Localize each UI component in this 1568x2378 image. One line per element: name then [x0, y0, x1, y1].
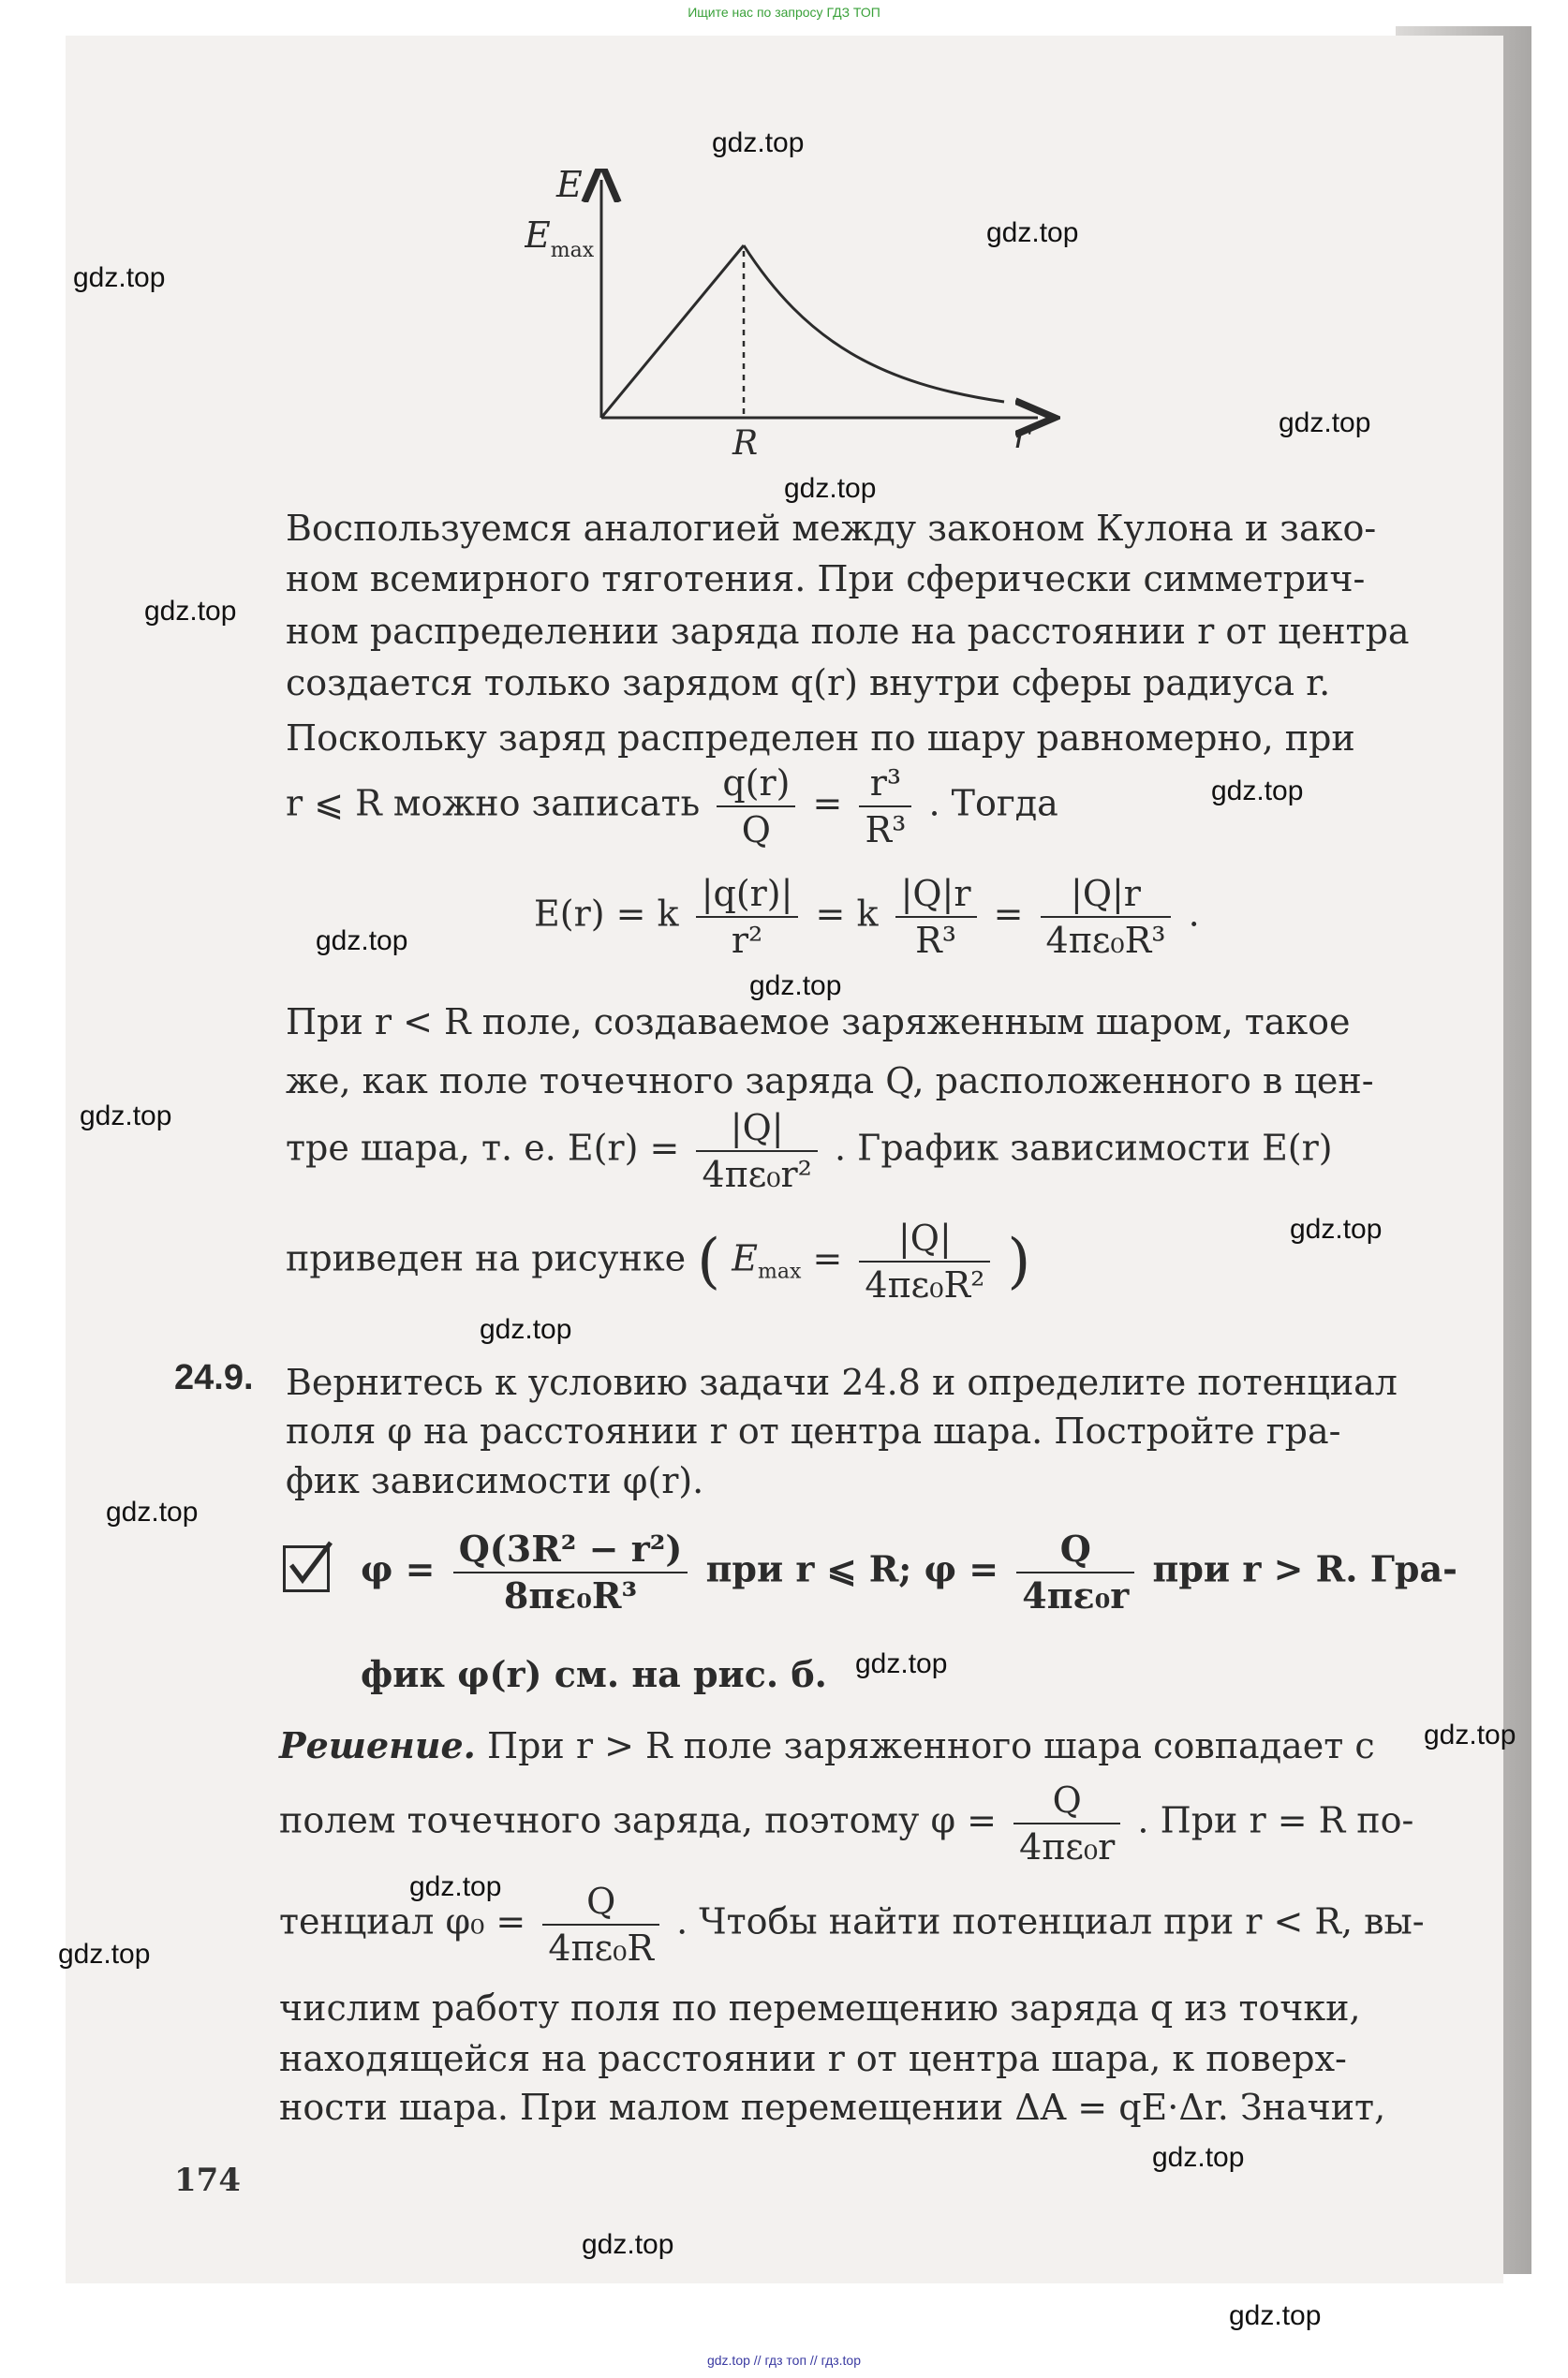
watermark: gdz.top — [855, 1648, 948, 1679]
solution-line: числим работу поля по перемещению заряда q из точки, — [279, 1987, 1361, 2029]
watermark: gdz.top — [73, 262, 166, 293]
e-max-label: $E_{max}$ — [525, 214, 595, 262]
linear-rise — [601, 245, 744, 418]
solution-line: находящейся на расстоянии r от центра шара, к поверх- — [279, 2038, 1347, 2079]
watermark: gdz.top — [1279, 407, 1371, 438]
emax-line: приведен на рисунке ( $E_{max}$ = $\frac{|Q|}{\text{4πε₀R²}}$ ) — [286, 1218, 1031, 1306]
watermark: gdz.top — [80, 1100, 172, 1131]
watermark: gdz.top — [1290, 1214, 1383, 1245]
paragraph-line: Поскольку заряд распределен по шару равномерно, при — [286, 717, 1355, 759]
watermark: gdz.top — [106, 1497, 199, 1528]
watermark: gdz.top — [144, 596, 237, 627]
paragraph-line: ном распределении заряда поле на расстоянии r от центра — [286, 611, 1410, 652]
condition-line: r ⩽ R можно записать $\frac{q(r)}{Q}$ = $\frac{\text{r³}}{\text{R³}}$ . Тогда — [286, 762, 1058, 850]
paragraph-line: При r < R поле, создаваемое заряженным шаром, такое — [286, 1001, 1351, 1042]
paragraph-line: же, как поле точечного заряда Q, расположенного в цен- — [286, 1060, 1374, 1101]
bottom-banner: gdz.top // гдз топ // гдз.top — [706, 2353, 862, 2368]
solution-line: полем точечного заряда, поэтому φ = $\frac{Q}{\text{4πε₀r}}$ . При r = R по- — [279, 1780, 1414, 1868]
watermark: gdz.top — [712, 127, 805, 158]
watermark: gdz.top — [1211, 775, 1304, 806]
watermark: gdz.top — [986, 217, 1079, 248]
answer-line: фик φ(r) см. на рис. б. — [361, 1653, 827, 1695]
top-banner: Ищите нас по запросу ГДЗ ТОП — [688, 5, 880, 20]
answer-check-icon — [283, 1545, 330, 1592]
watermark: gdz.top — [582, 2229, 674, 2260]
solution-line: ности шара. При малом перемещении ΔA = qE·Δr. Значит, — [279, 2087, 1386, 2128]
decay-curve — [744, 245, 1004, 402]
page-number: 174 — [174, 2162, 241, 2199]
watermark: gdz.top — [409, 1871, 502, 1902]
answer-formula: φ = $\frac{\text{Q(3R² − r²)}}{\text{8πε₀R³}}$ при r ⩽ R; φ = $\frac{Q}{\text{4πε₀r}}$ при r > R. Гра- — [361, 1528, 1457, 1617]
field-graph — [525, 169, 1068, 478]
solution-line: тенциал φ₀ = $\frac{Q}{\text{4πε₀R}}$ . Чтобы найти потенциал при r < R, вы- — [279, 1881, 1425, 1969]
watermark: gdz.top — [784, 473, 877, 504]
problem-number: 24.9. — [174, 1358, 254, 1397]
watermark: gdz.top — [1424, 1720, 1516, 1750]
watermark: gdz.top — [1152, 2142, 1245, 2173]
watermark: gdz.top — [749, 970, 842, 1001]
paragraph-line: Воспользуемся аналогией между законом Кулона и зако- — [286, 508, 1377, 549]
watermark: gdz.top — [58, 1939, 151, 1970]
watermark: gdz.top — [1229, 2300, 1322, 2331]
paragraph-line: ном всемирного тяготения. При сферически симметрич- — [286, 558, 1366, 599]
solution-label: Решение. — [279, 1724, 476, 1766]
point-charge-line: тре шара, т. е. E(r) = $\frac{|Q|}{\text{4πε₀r²}}$ . График зависимости E(r) — [286, 1107, 1333, 1195]
watermark: gdz.top — [316, 925, 408, 956]
solution-line: Решение. При r > R поле заряженного шара совпадает с — [279, 1724, 1375, 1766]
watermark: gdz.top — [480, 1314, 572, 1345]
x-axis-label: r — [1013, 418, 1030, 456]
paragraph-line: создается только зарядом q(r) внутри сферы радиуса r. — [286, 662, 1331, 703]
problem-line: фик зависимости φ(r). — [286, 1460, 704, 1501]
formula-e: E(r) = k $\frac{|q(r)|}{\text{r²}}$ = k $\frac{|Q|r}{\text{R³}}$ = $\frac{|Q|r}{\text{4πε₀R³}}$ . — [534, 873, 1200, 961]
problem-line: поля φ на расстоянии r от центра шара. Постройте гра- — [286, 1411, 1341, 1452]
y-axis-label: E — [556, 169, 583, 205]
r-mark-label: R — [732, 424, 759, 463]
problem-line: Вернитесь к условию задачи 24.8 и определите потенциал — [286, 1362, 1398, 1403]
